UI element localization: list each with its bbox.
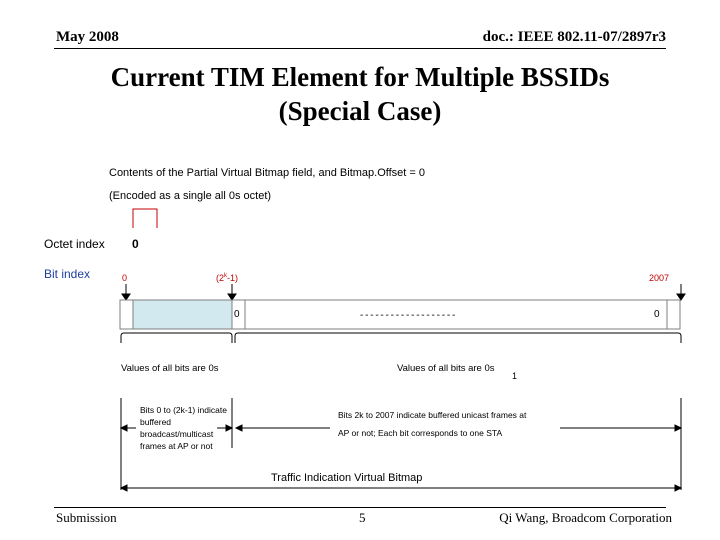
note-broadcast: Bits 0 to (2k-1) indicate buffered broadcast/multicast frames at AP or not bbox=[140, 405, 227, 451]
cell-value-last: 0 bbox=[654, 309, 660, 320]
bit-index-mid bbox=[216, 273, 238, 283]
tim-label: Traffic Indication Virtual Bitmap bbox=[271, 472, 423, 484]
footer-author: Qi Wang, Broadcom Corporation bbox=[499, 510, 672, 525]
note-unicast-line-1: Bits 2k to 2007 indicate buffered unicast frames at bbox=[338, 410, 527, 420]
arrow-bit-0-head bbox=[122, 294, 130, 300]
brace-left bbox=[121, 333, 232, 343]
ellipsis-dashes: - - - - - - - - - - - - - - - - - - - bbox=[360, 310, 455, 321]
header-doc-id: doc.: IEEE 802.11-07/2897r3 bbox=[482, 29, 666, 45]
dim-total-head-right bbox=[675, 485, 681, 491]
arrow-bit-end-head bbox=[677, 294, 685, 300]
bit-index-end: 2007 bbox=[649, 273, 670, 283]
header-date: May 2008 bbox=[56, 29, 119, 45]
title-line-1: Current TIM Element for Multiple BSSIDs bbox=[110, 62, 610, 92]
dim-total-head-left bbox=[121, 485, 127, 491]
octet-index-value: 0 bbox=[132, 237, 139, 251]
bitmap-cell-unicast bbox=[245, 300, 667, 329]
octet-bracket bbox=[133, 209, 157, 228]
footer-page-number: 5 bbox=[359, 510, 366, 525]
diagram-caption-1: Contents of the Partial Virtual Bitmap field, and Bitmap.Offset = 0 bbox=[109, 167, 426, 179]
bit-index-label: Bit index bbox=[44, 267, 91, 281]
arrow-bit-mid-head bbox=[228, 294, 236, 300]
bitmap-cell-last bbox=[667, 300, 680, 329]
bitmap-cell-broadcast bbox=[133, 300, 232, 329]
footer-rule bbox=[54, 507, 666, 508]
values-caption-left: Values of all bits are 0s bbox=[121, 363, 219, 374]
bit-index-mid-open: (2 bbox=[216, 273, 225, 283]
bit-index-mid-exp: k bbox=[224, 273, 228, 279]
dim-right-arrow-a-head bbox=[236, 425, 242, 431]
values-caption-right: Values of all bits are 0s bbox=[397, 363, 495, 374]
stray-mark: 1 bbox=[512, 371, 518, 381]
diagram-caption-2: (Encoded as a single all 0s octet) bbox=[109, 190, 272, 202]
dim-left-arrow-a-head bbox=[121, 425, 127, 431]
footer-submission: Submission bbox=[56, 510, 117, 525]
bitmap-cell-leading bbox=[120, 300, 133, 329]
note-unicast-line-2: AP or not; Each bit corresponds to one STA bbox=[338, 428, 503, 438]
dim-right-arrow-b-head bbox=[675, 425, 681, 431]
bit-index-mid-close: -1) bbox=[227, 273, 239, 283]
octet-index-label: Octet index bbox=[44, 237, 105, 251]
bit-index-start: 0 bbox=[122, 273, 128, 283]
title-line-2: (Special Case) bbox=[278, 96, 442, 126]
brace-right bbox=[235, 333, 681, 343]
cell-value-mid: 0 bbox=[234, 309, 240, 320]
